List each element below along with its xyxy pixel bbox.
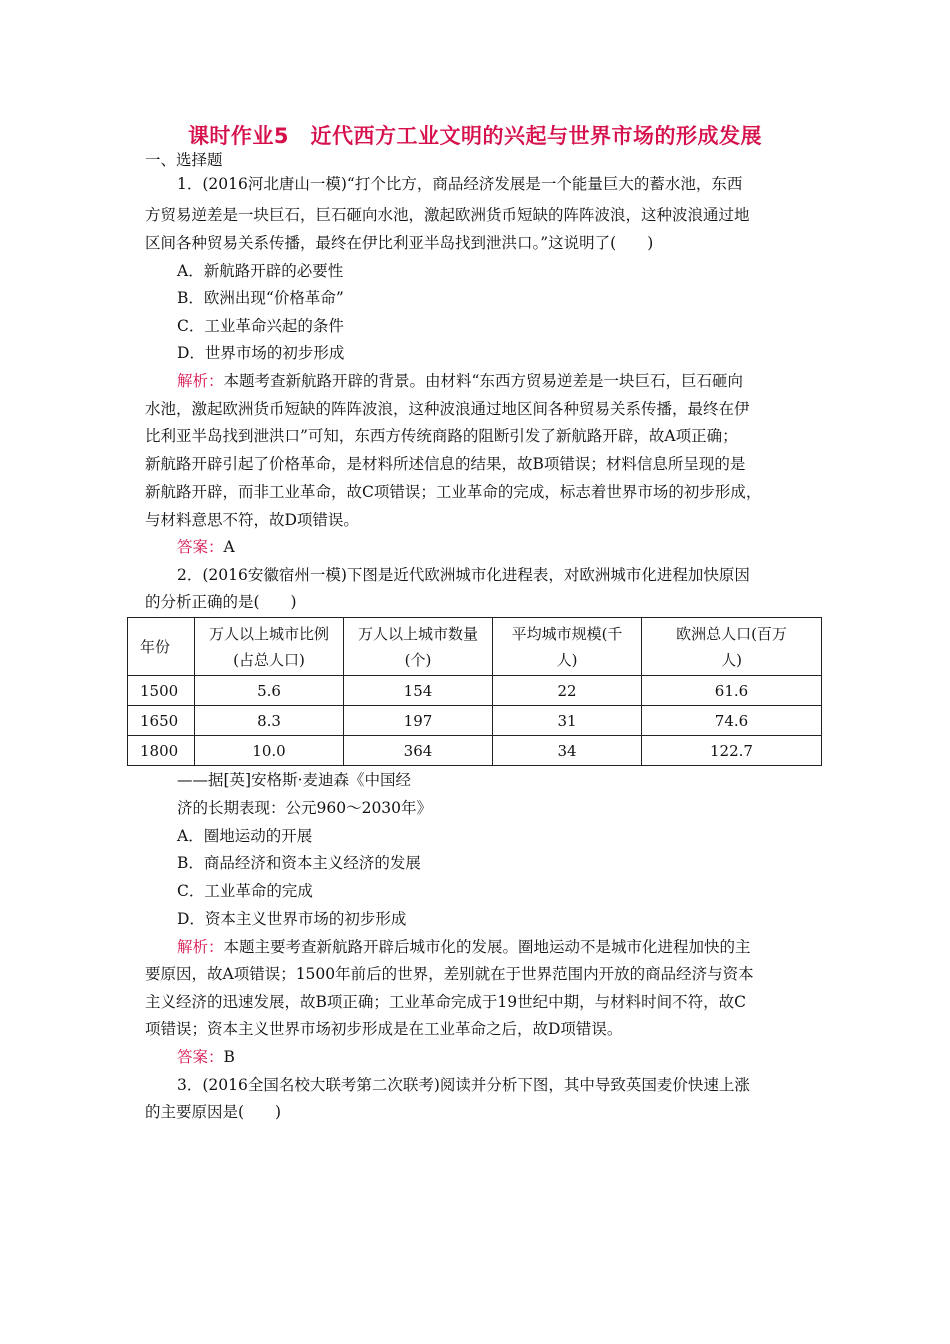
question-text-line: 区间各种贸易关系传播，最终在伊比利亚半岛找到泄洪口。”这说明了( ) (145, 234, 654, 252)
table-cell: 8.3 (195, 706, 344, 736)
question-text-line: 的主要原因是( ) (145, 1103, 282, 1121)
answer-line (177, 537, 817, 557)
analysis-line: 比利亚半岛找到泄洪口”可知，东西方传统商路的阻断引发了新航路开辟，故A项正确； (145, 427, 738, 445)
option-c: C．工业革命兴起的条件 (177, 317, 344, 335)
table-cell: 1500 (128, 676, 195, 706)
table-cell: 31 (493, 706, 642, 736)
table-cell: 34 (493, 736, 642, 766)
answer-value: A (223, 538, 235, 556)
question-text-line: 3．(2016全国名校大联考第二次联考)阅读并分析下图，其中导致英国麦价快速上涨 (177, 1076, 750, 1094)
table-row (128, 736, 822, 766)
table-cell: 61.6 (642, 676, 822, 706)
analysis-text: 本题主要考查新航路开辟后城市化的发展。圈地运动不是城市化进程加快的主 (223, 938, 751, 956)
table-cell: 364 (344, 736, 493, 766)
analysis-label: 解析： (177, 938, 224, 956)
table-source: 济的长期表现：公元960～2030年》 (177, 799, 433, 817)
question-text-line: 的分析正确的是( ) (145, 593, 297, 611)
table-header-cell: 年份 (128, 618, 195, 676)
table-cell: 10.0 (195, 736, 344, 766)
table-header-cell: 平均城市规模(千 人) (493, 618, 642, 676)
analysis-line (177, 937, 817, 957)
table-header-cell: 万人以上城市数量 (个) (344, 618, 493, 676)
analysis-line: 与材料意思不符，故D项错误。 (145, 511, 359, 529)
urbanization-table (127, 617, 822, 766)
question-text-line: 方贸易逆差是一块巨石，巨石砸向水池，激起欧洲货币短缺的阵阵波浪，这种波浪通过地 (145, 206, 750, 224)
page-title: 课时作业5 近代西方工业文明的兴起与世界市场的形成发展 (187, 124, 763, 148)
option-c: C．工业革命的完成 (177, 882, 313, 900)
analysis-line (177, 371, 817, 391)
option-b: B．欧洲出现“价格革命” (177, 289, 344, 307)
table-header-row (128, 618, 822, 676)
analysis-text: 本题考查新航路开辟的背景。由材料“东西方贸易逆差是一块巨石，巨石砸向 (223, 372, 743, 390)
table-row (128, 706, 822, 736)
table-header-cell: 万人以上城市比例 (占总人口) (195, 618, 344, 676)
table-row (128, 676, 822, 706)
option-d: D．世界市场的初步形成 (177, 344, 345, 362)
table-cell: 154 (344, 676, 493, 706)
answer-label: 答案： (177, 538, 224, 556)
analysis-line: 新航路开辟，而非工业革命，故C项错误；工业革命的完成，标志着世界市场的初步形成， (145, 483, 762, 501)
option-d: D．资本主义世界市场的初步形成 (177, 910, 407, 928)
analysis-line: 新航路开辟引起了价格革命，是材料所述信息的结果，故B项错误；材料信息所呈现的是 (145, 455, 746, 473)
analysis-label: 解析： (177, 372, 224, 390)
analysis-line: 要原因，故A项错误；1500年前后的世界，差别就在于世界范围内开放的商品经济与资本 (145, 965, 754, 983)
answer-label: 答案： (177, 1048, 224, 1066)
section-heading: 一、选择题 (145, 151, 223, 169)
analysis-line: 主义经济的迅速发展，故B项正确；工业革命完成于19世纪中期，与材料时间不符，故C (145, 993, 746, 1011)
table-cell: 22 (493, 676, 642, 706)
table-cell: 74.6 (642, 706, 822, 736)
option-a: A．新航路开辟的必要性 (177, 262, 344, 280)
analysis-line: 水池，激起欧洲货币短缺的阵阵波浪，这种波浪通过地区间各种贸易关系传播，最终在伊 (145, 400, 750, 418)
analysis-line: 项错误；资本主义世界市场初步形成是在工业革命之后，故D项错误。 (145, 1020, 623, 1038)
table-cell: 1800 (128, 736, 195, 766)
table-cell: 1650 (128, 706, 195, 736)
question-text-line: 1．(2016河北唐山一模)“打个比方，商品经济发展是一个能量巨大的蓄水池，东西 (177, 175, 743, 193)
option-b: B．商品经济和资本主义经济的发展 (177, 854, 421, 872)
table-header-cell: 欧洲总人口(百万 人) (642, 618, 822, 676)
question-text-line: 2．(2016安徽宿州一模)下图是近代欧洲城市化进程表，对欧洲城市化进程加快原因 (177, 566, 750, 584)
answer-value: B (223, 1048, 235, 1066)
table-source: ——据[英]安格斯·麦迪森《中国经 (177, 771, 412, 789)
answer-line (177, 1047, 817, 1067)
table-cell: 5.6 (195, 676, 344, 706)
table-cell: 197 (344, 706, 493, 736)
option-a: A．圈地运动的开展 (177, 827, 313, 845)
table-cell: 122.7 (642, 736, 822, 766)
